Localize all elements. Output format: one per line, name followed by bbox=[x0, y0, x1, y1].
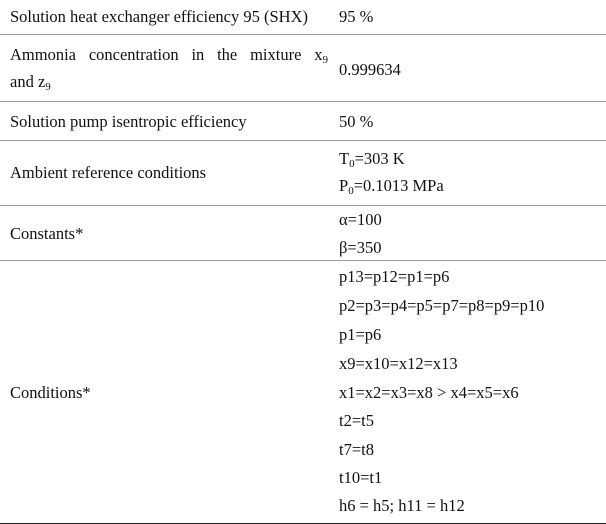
row-label: Solution pump isentropic efficiency bbox=[10, 112, 247, 131]
row-value: $P_0=0.1013$ MPa bbox=[339, 176, 444, 197]
condition-line: t7=t8 bbox=[339, 440, 374, 459]
condition-line: p13=p12=p1=p6 bbox=[339, 267, 450, 286]
condition-line: x9=x10=x12=x13 bbox=[339, 354, 458, 373]
table-row bbox=[0, 0, 606, 35]
table-row bbox=[0, 261, 606, 524]
condition-line: p2=p3=p4=p5=p7=p8=p9=p10 bbox=[339, 296, 545, 315]
row-value: 50 % bbox=[339, 112, 374, 131]
table-row bbox=[0, 141, 606, 206]
condition-line: p1=p6 bbox=[339, 325, 382, 344]
row-value: $T_0=303$ K bbox=[339, 149, 405, 170]
row-label-line1: Ammonia concentration in the mixture $x_9$ bbox=[10, 45, 328, 66]
table-row bbox=[0, 206, 606, 261]
table-row bbox=[0, 102, 606, 141]
row-label: Conditions* bbox=[10, 383, 91, 402]
condition-line: x1=x2=x3=x8 > x4=x5=x6 bbox=[339, 383, 519, 402]
condition-line: t2=t5 bbox=[339, 411, 374, 430]
row-value: β=350 bbox=[339, 238, 382, 257]
table-row bbox=[0, 35, 606, 102]
row-label-line2: and $z_9$ bbox=[10, 72, 51, 93]
row-value: 0.999634 bbox=[339, 60, 401, 79]
row-value: α=100 bbox=[339, 210, 382, 229]
condition-line: h6 = h5; h11 = h12 bbox=[339, 496, 465, 515]
row-label: Solution heat exchanger efficiency 95 (SHX) bbox=[10, 7, 308, 26]
row-label: Constants* bbox=[10, 224, 84, 243]
row-label: Ambient reference conditions bbox=[10, 163, 207, 182]
condition-line: t10=t1 bbox=[339, 468, 383, 487]
row-value: 95 % bbox=[339, 7, 374, 26]
